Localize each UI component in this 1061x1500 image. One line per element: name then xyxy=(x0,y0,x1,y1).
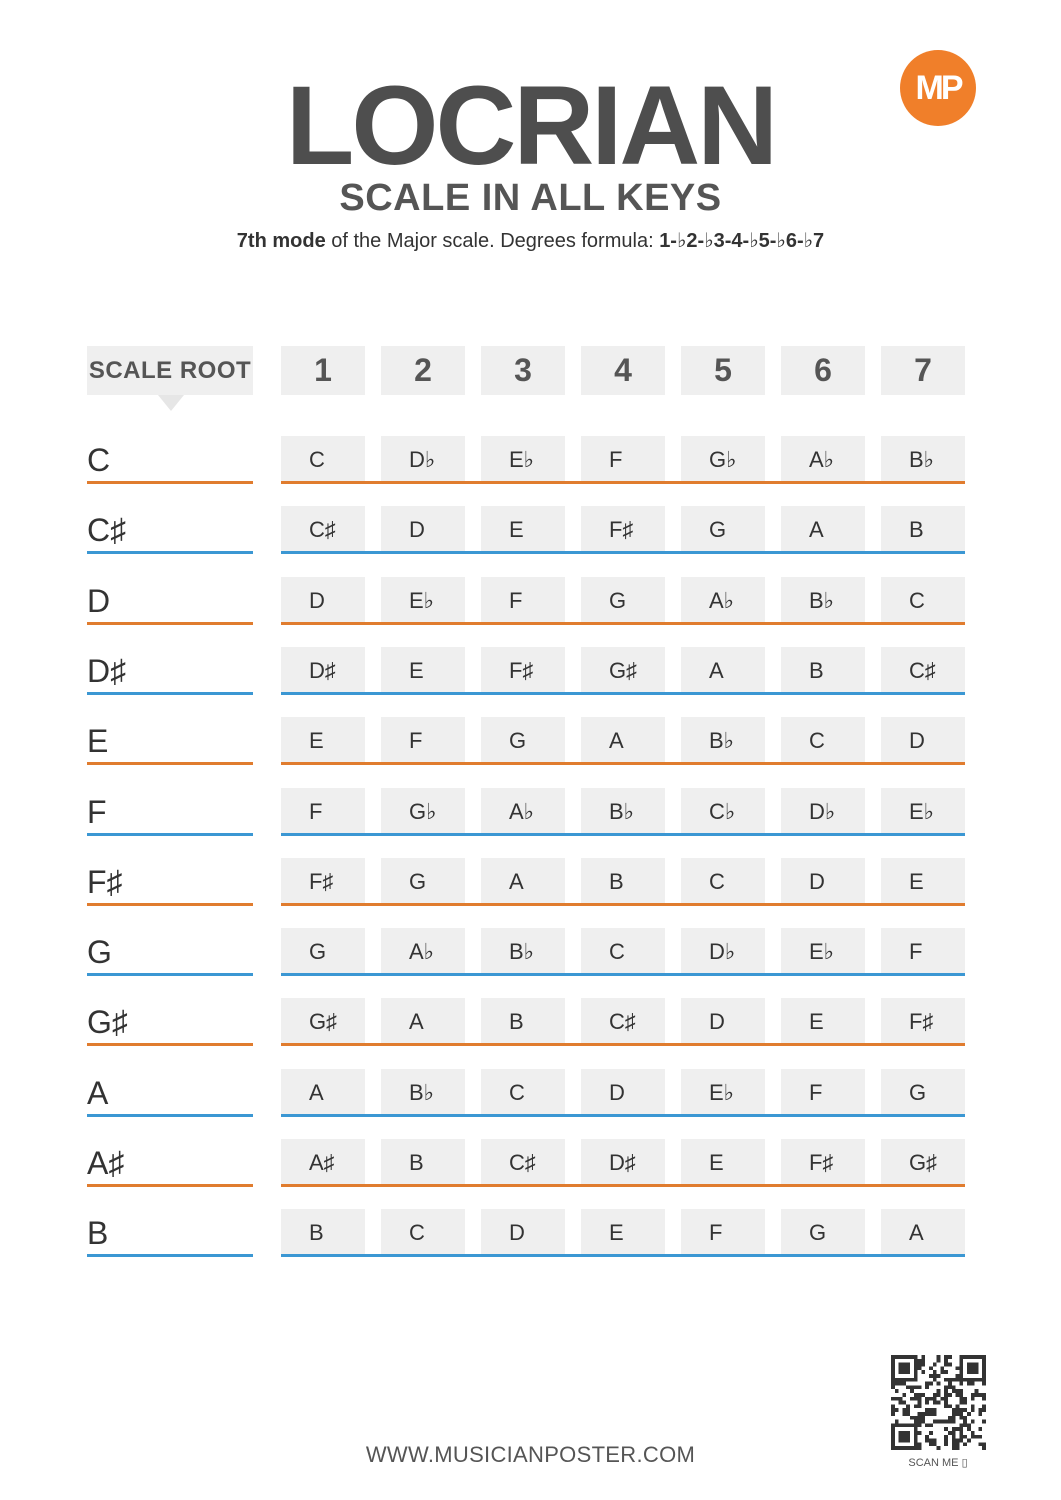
note-cell: F xyxy=(281,788,365,833)
note-cell: A xyxy=(481,858,565,903)
note-cell: B xyxy=(881,506,965,551)
note-cell: C♭ xyxy=(681,788,765,833)
scale-root-label: F xyxy=(87,794,107,830)
degrees-formula: 1-♭2-♭3-4-♭5-♭6-♭7 xyxy=(659,230,825,252)
root-underline xyxy=(87,903,253,906)
note-cell: A xyxy=(881,1209,965,1254)
degree-header-1: 1 xyxy=(281,346,365,395)
note-cell: C xyxy=(581,928,665,973)
note-cell: D♯ xyxy=(581,1139,665,1184)
website-url[interactable]: WWW.MUSICIANPOSTER.COM xyxy=(365,1442,696,1467)
note-cell: E♭ xyxy=(381,577,465,622)
formula-line xyxy=(0,227,1061,255)
root-underline xyxy=(87,551,253,554)
note-cell: G♯ xyxy=(881,1139,965,1184)
note-cell: G xyxy=(781,1209,865,1254)
note-cell: B xyxy=(581,858,665,903)
root-underline xyxy=(87,973,253,976)
note-cell: E xyxy=(281,717,365,762)
root-underline xyxy=(87,1184,253,1187)
scale-root-label: D xyxy=(87,583,111,619)
note-cell: A xyxy=(581,717,665,762)
note-cell: D xyxy=(481,1209,565,1254)
note-cell: E xyxy=(781,998,865,1043)
row-underline xyxy=(281,762,965,765)
page-subtitle: SCALE IN ALL KEYS xyxy=(339,177,722,219)
degree-header-7: 7 xyxy=(881,346,965,395)
note-cell: B xyxy=(281,1209,365,1254)
note-cell: E♭ xyxy=(481,436,565,481)
note-cell: F xyxy=(781,1069,865,1114)
note-cell: F♯ xyxy=(281,858,365,903)
scale-root-label: A♯ xyxy=(87,1145,125,1181)
note-cell: B♭ xyxy=(481,928,565,973)
note-cell: A♯ xyxy=(281,1139,365,1184)
note-cell: A♭ xyxy=(381,928,465,973)
note-cell: F♯ xyxy=(481,647,565,692)
qr-code-icon xyxy=(891,1355,986,1450)
note-cell: D♭ xyxy=(681,928,765,973)
note-cell: G♭ xyxy=(381,788,465,833)
degree-header-5: 5 xyxy=(681,346,765,395)
degree-header-4: 4 xyxy=(581,346,665,395)
note-cell: B♭ xyxy=(881,436,965,481)
scale-root-label: C♯ xyxy=(87,512,127,548)
note-cell: E♭ xyxy=(681,1069,765,1114)
root-underline xyxy=(87,1114,253,1117)
row-underline xyxy=(281,1254,965,1257)
scale-root-label: E xyxy=(87,723,109,759)
scale-root-label: G♯ xyxy=(87,1004,128,1040)
note-cell: E xyxy=(881,858,965,903)
root-underline xyxy=(87,1043,253,1046)
note-cell: D xyxy=(281,577,365,622)
note-cell: B xyxy=(481,998,565,1043)
note-cell: D xyxy=(681,998,765,1043)
note-cell: F xyxy=(381,717,465,762)
row-underline xyxy=(281,692,965,695)
row-underline xyxy=(281,903,965,906)
note-cell: A xyxy=(681,647,765,692)
note-cell: G xyxy=(581,577,665,622)
note-cell: A xyxy=(381,998,465,1043)
page-title: LOCRIAN xyxy=(285,63,776,188)
root-underline xyxy=(87,692,253,695)
note-cell: G♭ xyxy=(681,436,765,481)
note-cell: D xyxy=(381,506,465,551)
row-underline xyxy=(281,973,965,976)
formula-text: of the Major scale. Degrees formula: xyxy=(325,230,660,252)
note-cell: D♭ xyxy=(381,436,465,481)
row-underline xyxy=(281,833,965,836)
note-cell: C xyxy=(281,436,365,481)
note-cell: F xyxy=(481,577,565,622)
note-cell: F♯ xyxy=(781,1139,865,1184)
row-underline xyxy=(281,1114,965,1117)
degree-header-2: 2 xyxy=(381,346,465,395)
note-cell: E xyxy=(481,506,565,551)
note-cell: F♯ xyxy=(881,998,965,1043)
note-cell: G xyxy=(881,1069,965,1114)
scale-root-label: D♯ xyxy=(87,653,127,689)
mode-label: 7th mode xyxy=(236,230,326,252)
note-cell: B♭ xyxy=(681,717,765,762)
note-cell: B♭ xyxy=(781,577,865,622)
note-cell: C♯ xyxy=(481,1139,565,1184)
note-cell: A♭ xyxy=(481,788,565,833)
note-cell: B xyxy=(781,647,865,692)
note-cell: F♯ xyxy=(581,506,665,551)
note-cell: A♭ xyxy=(681,577,765,622)
degree-header-3: 3 xyxy=(481,346,565,395)
note-cell: E♭ xyxy=(881,788,965,833)
note-cell: G xyxy=(381,858,465,903)
note-cell: E xyxy=(381,647,465,692)
note-cell: G♯ xyxy=(281,998,365,1043)
note-cell: A xyxy=(281,1069,365,1114)
note-cell: C♯ xyxy=(281,506,365,551)
degree-header-6: 6 xyxy=(781,346,865,395)
note-cell: C xyxy=(381,1209,465,1254)
note-cell: C♯ xyxy=(581,998,665,1043)
scan-me-text: SCAN ME xyxy=(908,1457,959,1469)
note-cell: F xyxy=(581,436,665,481)
note-cell: D xyxy=(581,1069,665,1114)
scale-root-label: A xyxy=(87,1075,109,1111)
note-cell: A xyxy=(781,506,865,551)
row-underline xyxy=(281,551,965,554)
note-cell: D♯ xyxy=(281,647,365,692)
note-cell: C xyxy=(481,1069,565,1114)
note-cell: E xyxy=(581,1209,665,1254)
root-underline xyxy=(87,481,253,484)
row-underline xyxy=(281,481,965,484)
scale-root-label: C xyxy=(87,442,111,478)
note-cell: F xyxy=(881,928,965,973)
note-cell: D xyxy=(781,858,865,903)
note-cell: E♭ xyxy=(781,928,865,973)
note-cell: F xyxy=(681,1209,765,1254)
note-cell: B♭ xyxy=(381,1069,465,1114)
note-cell: D xyxy=(881,717,965,762)
note-cell: G xyxy=(481,717,565,762)
note-cell: E xyxy=(681,1139,765,1184)
phone-icon: ▯ xyxy=(961,1457,968,1469)
root-underline xyxy=(87,622,253,625)
musicianposter-logo: MP xyxy=(900,50,976,126)
note-cell: C xyxy=(681,858,765,903)
note-cell: C xyxy=(881,577,965,622)
note-cell: B♭ xyxy=(581,788,665,833)
row-underline xyxy=(281,1184,965,1187)
scale-root-header: SCALE ROOT xyxy=(87,346,253,395)
down-arrow-icon xyxy=(158,395,184,411)
note-cell: G xyxy=(281,928,365,973)
note-cell: D♭ xyxy=(781,788,865,833)
note-cell: G xyxy=(681,506,765,551)
scale-root-label: G xyxy=(87,934,112,970)
scale-root-label: B xyxy=(87,1215,109,1251)
note-cell: C xyxy=(781,717,865,762)
root-underline xyxy=(87,1254,253,1257)
note-cell: B xyxy=(381,1139,465,1184)
scan-me-label xyxy=(890,1456,986,1469)
note-cell: G♯ xyxy=(581,647,665,692)
row-underline xyxy=(281,622,965,625)
note-cell: A♭ xyxy=(781,436,865,481)
scale-root-label: F♯ xyxy=(87,864,123,900)
root-underline xyxy=(87,762,253,765)
root-underline xyxy=(87,833,253,836)
note-cell: C♯ xyxy=(881,647,965,692)
row-underline xyxy=(281,1043,965,1046)
